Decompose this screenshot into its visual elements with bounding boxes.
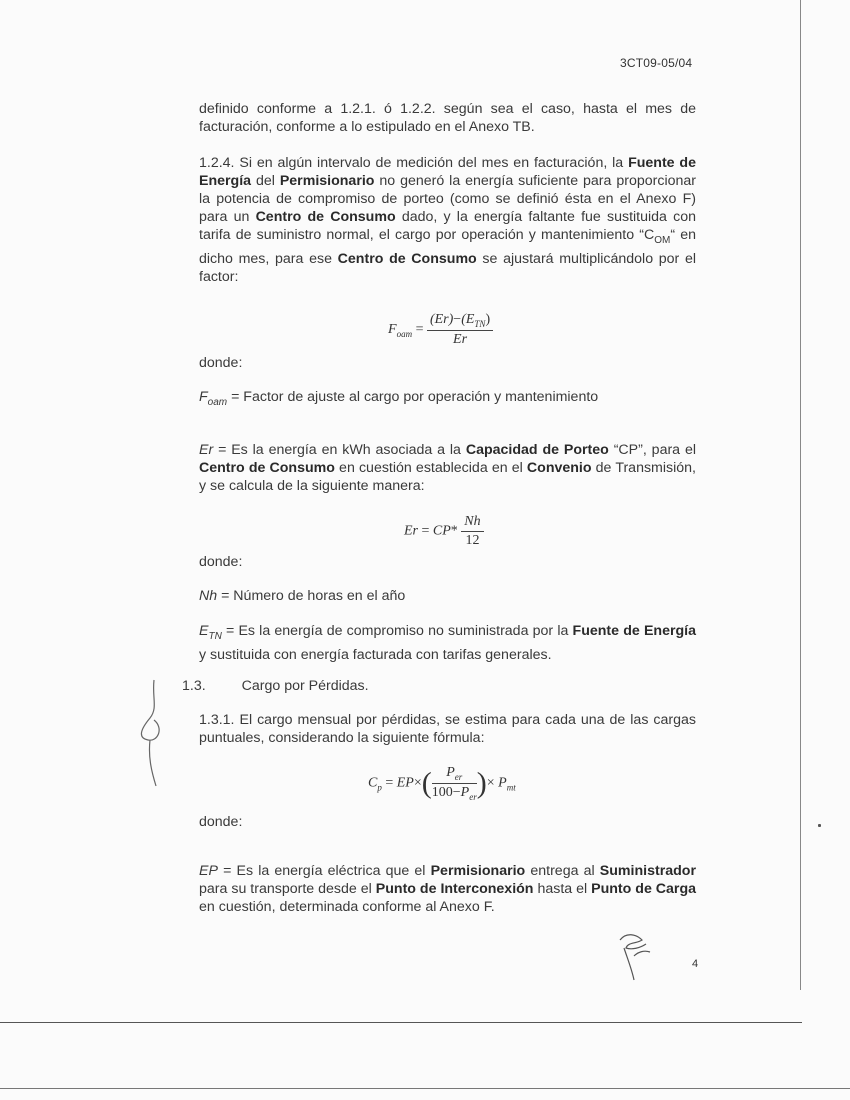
- section-1-3-heading: 1.3. Cargo por Pérdidas.: [182, 678, 369, 694]
- page-number: 4: [692, 958, 699, 970]
- definition-nh: Nh = Número de horas en el año: [199, 588, 406, 604]
- definition-foam: $F_{oam}$ = Factor de ajuste al cargo por operación y mantenimiento: [199, 389, 599, 408]
- paragraph-1-3-1: 1.3.1. El cargo mensual por pérdidas, se estima para cada una de las cargas puntuales, considerando la siguiente fórmula:: [199, 712, 696, 746]
- definition-etn: $E_{TN} = Es$ la energía de compromiso no suministrada por la Fuente de Energía y sustituida con energía facturada con tarifas generales.: [199, 623, 696, 663]
- loss-fraction: $\frac{P_{er}}{100-P_{er}}$: [431, 765, 477, 802]
- donde-label-3: donde:: [199, 814, 243, 830]
- formula-cp: $C_p = EP\times$( $\frac{P_{er}}{100-P_{er}}$ )× $P_{mt}$: [368, 765, 516, 802]
- intro-paragraph: definido conforme a 1.2.1. ó 1.2.2. según sea el caso, hasta el mes de facturación, conforme a lo estipulado en el Anexo TB.: [199, 101, 696, 135]
- formula-er: Er = CP* $\frac{Nh}{12}$: [404, 514, 484, 549]
- foam-fraction: $\frac{(Er)-(E_{TN})}{Er}$: [427, 312, 493, 348]
- scan-edge-line: [800, 0, 801, 990]
- definition-ep: EP = Es la energía eléctrica que el Permisionario entrega al Suministrador para su transporte desde el Punto de Interconexión hasta el Punto de Carga en cuestión, determinada conforme al Anexo F.: [199, 863, 697, 915]
- paren-close: ): [476, 766, 487, 800]
- paragraph-1-2-4: 1.2.4. Si en algún intervalo de medición del mes en facturación, la Fuente de Energía del Permisionario no generó la energía suficiente para proporcionar la potencia de compromiso de porteo (como se definió ésta en el Anexo F) para un Centro de Consumo dado, y la energía faltante fue sustituida con tarifa de suministro normal, el cargo por operación y mantenimiento “$C_{OM}“$ en dicho mes, para ese Centro de Consumo se ajustará multiplicándolo por el factor:: [199, 155, 697, 285]
- scan-footer-line: [0, 1088, 850, 1089]
- footer-signature: [616, 926, 656, 982]
- scan-speck: [818, 824, 821, 827]
- donde-label-2: donde:: [199, 554, 243, 570]
- scan-bottom-line: [0, 1022, 802, 1023]
- donde-label-1: donde:: [199, 355, 243, 371]
- paren-open: (: [421, 766, 432, 800]
- document-code: 3CT09-05/04: [620, 56, 693, 70]
- nh-fraction: $\frac{Nh}{12}$: [461, 514, 483, 549]
- formula-foam: $F_{oam}$ = $\frac{(Er)-(E_{TN})}{Er}$: [388, 312, 493, 348]
- margin-initials-signature: [134, 678, 174, 788]
- definition-er: Er = Es la energía en kWh asociada a la Capacidad de Porteo “CP”, para el Centro de Consumo en cuestión establecida en el Convenio de Transmisión, y se calcula de la siguiente manera:: [199, 442, 696, 494]
